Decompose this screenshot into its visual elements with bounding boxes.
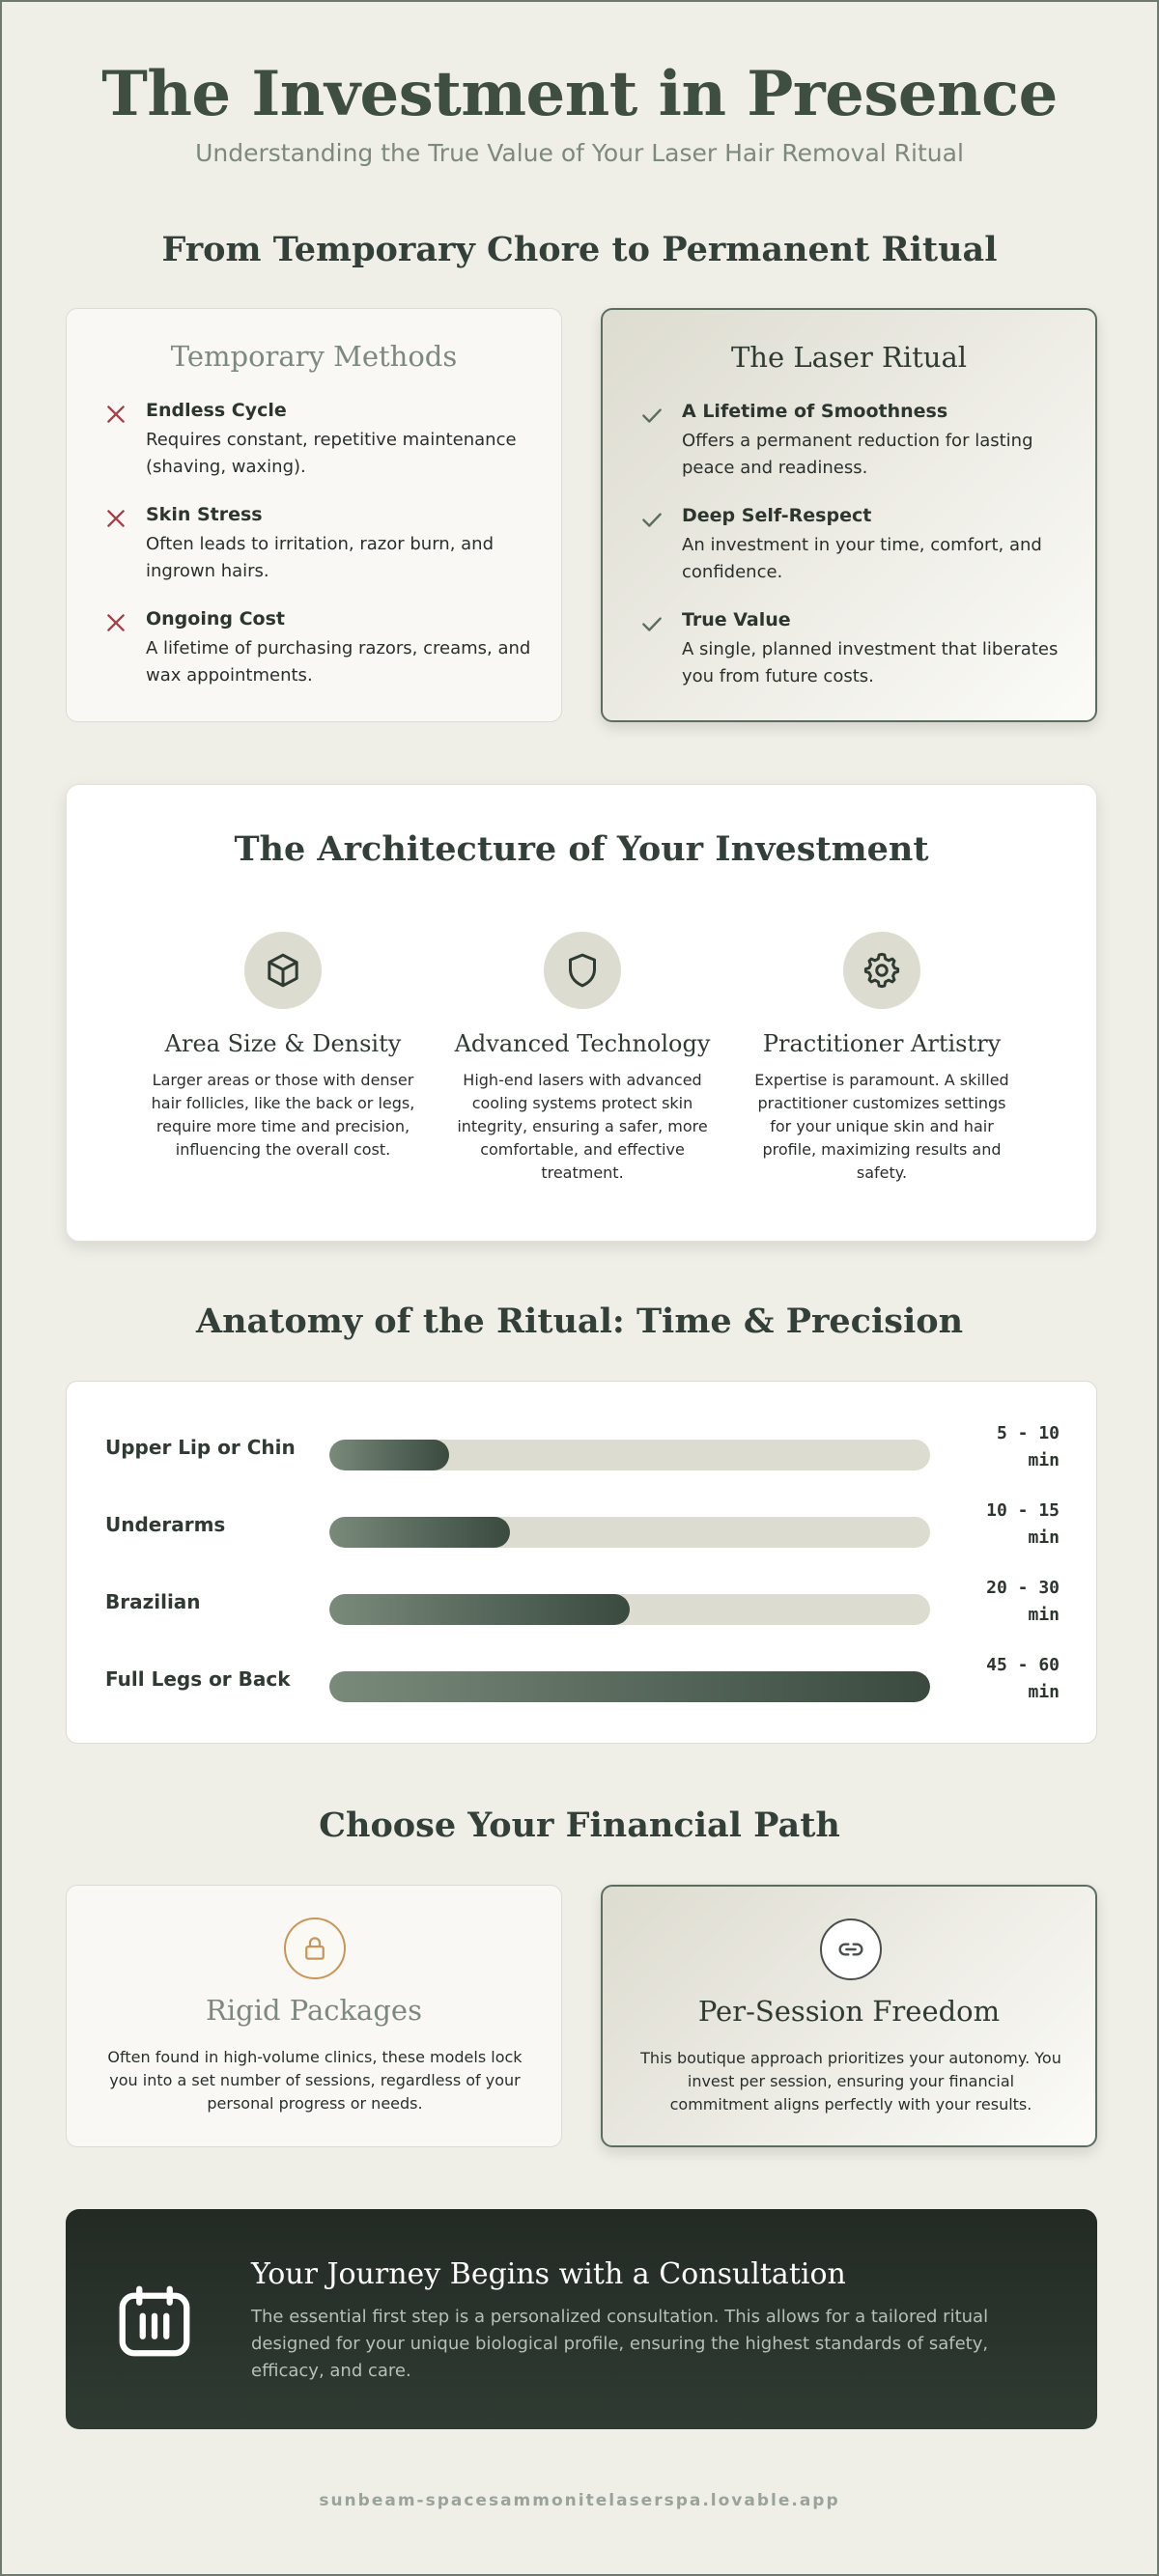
duration-track bbox=[329, 1671, 930, 1702]
pillar-technology bbox=[447, 932, 718, 1185]
laser-item-text: A single, planned investment that liberates you from future costs. bbox=[682, 639, 1059, 686]
temporary-item-text: A lifetime of purchasing razors, creams, and wax appointments. bbox=[146, 638, 531, 686]
pillar-icon-circle bbox=[244, 932, 322, 1009]
anatomy-section-title: Anatomy of the Ritual: Time & Precision bbox=[195, 1302, 964, 1341]
pillar-artistry bbox=[747, 932, 1017, 1185]
consultation-text: The essential first step is a personalized consultation. This allows for a tailored ritual designed for your unique biological profile, ensuring the highest standards of safety, efficacy, and care. bbox=[251, 2307, 989, 2381]
link-icon-circle bbox=[820, 1918, 882, 1980]
anatomy-row-label: Upper Lip or Chin bbox=[105, 1436, 296, 1459]
pillar-text: Larger areas or those with denser hair follicles, like the back or legs, require more time and precision, influencing the overall cost. bbox=[151, 1071, 415, 1159]
duration-time: 10 - 15 min bbox=[986, 1500, 1060, 1548]
page-subtitle: Understanding the True Value of Your Laser Hair Removal Ritual bbox=[195, 139, 964, 167]
temporary-methods-title: Temporary Methods bbox=[170, 340, 458, 373]
laser-item-title: Deep Self-Respect bbox=[682, 505, 872, 526]
duration-time: 45 - 60 min bbox=[986, 1655, 1060, 1702]
pillar-area-size bbox=[148, 932, 418, 1162]
anatomy-row bbox=[67, 1420, 1096, 1474]
per-session-text: This boutique approach prioritizes your autonomy. You invest per session, ensuring your financial commitment aligns perfectly with your results. bbox=[640, 2049, 1061, 2114]
architecture-card bbox=[66, 784, 1097, 1242]
x-icon bbox=[103, 506, 128, 531]
temporary-item-title: Endless Cycle bbox=[146, 400, 287, 421]
anatomy-row-label: Brazilian bbox=[105, 1590, 201, 1613]
laser-ritual-card bbox=[601, 308, 1097, 722]
cube-icon bbox=[264, 951, 302, 990]
rigid-packages-card bbox=[66, 1885, 562, 2147]
anatomy-row-label: Underarms bbox=[105, 1513, 226, 1536]
pillar-title: Area Size & Density bbox=[164, 1030, 402, 1057]
temporary-item-text: Often leads to irritation, razor burn, and ingrown hairs. bbox=[146, 534, 495, 581]
x-icon bbox=[103, 610, 128, 635]
lock-icon bbox=[300, 1934, 329, 1963]
per-session-card bbox=[601, 1885, 1097, 2147]
pillar-icon-circle bbox=[843, 932, 920, 1009]
anatomy-row-label: Full Legs or Back bbox=[105, 1667, 291, 1691]
rigid-packages-text: Often found in high-volume clinics, these models lock you into a set number of sessions, regardless of your personal progress or needs. bbox=[107, 2048, 523, 2113]
consultation-banner bbox=[66, 2209, 1097, 2429]
anatomy-row bbox=[67, 1652, 1096, 1706]
laser-item-title: True Value bbox=[682, 609, 791, 630]
gear-icon bbox=[862, 950, 902, 991]
per-session-title: Per-Session Freedom bbox=[697, 1995, 1001, 2028]
pillar-text: High-end lasers with advanced cooling systems protect skin integrity, ensuring a safer, more comfortable, and effective treatment. bbox=[457, 1071, 708, 1182]
duration-track bbox=[329, 1594, 930, 1625]
temporary-item-title: Ongoing Cost bbox=[146, 608, 285, 630]
laser-item-text: An investment in your time, comfort, and confidence. bbox=[682, 535, 1042, 582]
laser-item-text: Offers a permanent reduction for lasting peace and readiness. bbox=[682, 431, 1033, 478]
temporary-methods-card bbox=[66, 308, 562, 722]
lock-icon-circle bbox=[284, 1918, 346, 1979]
duration-fill bbox=[329, 1517, 510, 1548]
architecture-title: The Architecture of Your Investment bbox=[234, 829, 929, 869]
pillar-icon-circle bbox=[544, 932, 621, 1009]
duration-fill bbox=[329, 1594, 630, 1625]
temporary-item-text: Requires constant, repetitive maintenance (shaving, waxing). bbox=[146, 430, 517, 477]
duration-track bbox=[329, 1440, 930, 1470]
page-title: The Investment in Presence bbox=[101, 58, 1058, 130]
financial-section-title: Choose Your Financial Path bbox=[319, 1806, 840, 1845]
duration-fill bbox=[329, 1671, 930, 1702]
pillar-text: Expertise is paramount. A skilled practitioner customizes settings for your unique skin and hair profile, maximizing results and safety. bbox=[754, 1071, 1009, 1182]
anatomy-row bbox=[67, 1498, 1096, 1552]
x-icon bbox=[103, 402, 128, 427]
calendar-icon bbox=[114, 2281, 195, 2362]
check-icon bbox=[639, 403, 664, 428]
temporary-item-title: Skin Stress bbox=[146, 504, 263, 525]
duration-time: 20 - 30 min bbox=[986, 1578, 1060, 1625]
anatomy-row bbox=[67, 1575, 1096, 1629]
check-icon bbox=[639, 507, 664, 532]
anatomy-card bbox=[66, 1381, 1097, 1744]
comparison-section-title: From Temporary Chore to Permanent Ritual bbox=[161, 230, 998, 269]
pillar-title: Advanced Technology bbox=[454, 1030, 711, 1057]
shield-icon bbox=[563, 951, 602, 990]
link-icon bbox=[835, 1934, 866, 1965]
duration-fill bbox=[329, 1440, 449, 1470]
duration-track bbox=[329, 1517, 930, 1548]
duration-time: 5 - 10 min bbox=[996, 1423, 1060, 1470]
consultation-title: Your Journey Begins with a Consultation bbox=[251, 2257, 846, 2291]
footer-url[interactable]: sunbeam-spacesammonitelaserspa.lovable.app bbox=[319, 2491, 840, 2510]
rigid-packages-title: Rigid Packages bbox=[206, 1994, 422, 2027]
pillar-title: Practitioner Artistry bbox=[762, 1030, 1002, 1057]
check-icon bbox=[639, 611, 664, 636]
laser-item-title: A Lifetime of Smoothness bbox=[682, 401, 948, 422]
laser-ritual-title: The Laser Ritual bbox=[730, 341, 968, 374]
